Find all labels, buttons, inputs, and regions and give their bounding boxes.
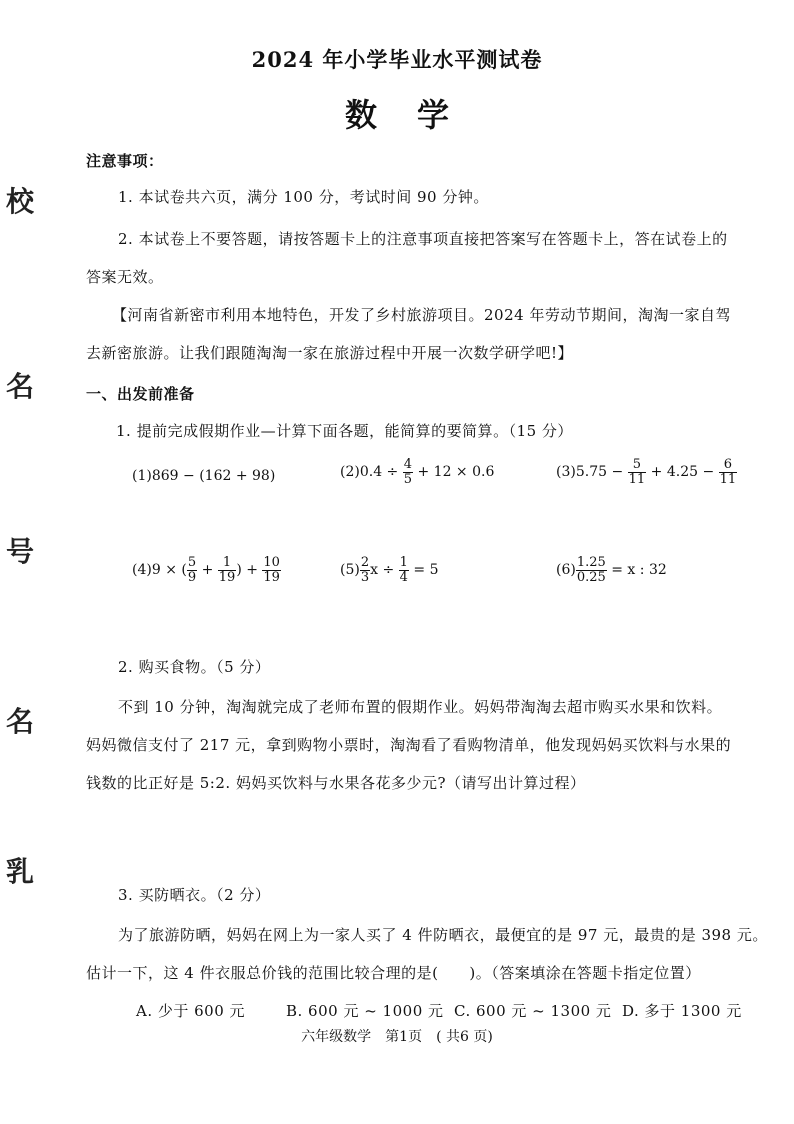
denominator: 5 <box>403 471 413 487</box>
margin-mark: 校 <box>6 185 35 218</box>
fraction <box>719 458 738 486</box>
expression-part: 0.4 ÷ <box>359 464 403 481</box>
question-3-prompt: 3. 买防晒衣。（2 分） <box>118 886 271 904</box>
numerator: 10 <box>263 555 280 570</box>
denominator: 19 <box>218 569 236 585</box>
expression-part: = x : 32 <box>606 562 667 579</box>
option-a: A. 少于 600 元 <box>136 1002 246 1020</box>
option-b: B. 600 元 ~ 1000 元 <box>286 1002 444 1020</box>
expression-part: + 12 × 0.6 <box>413 464 495 481</box>
fraction <box>576 556 607 584</box>
question-1-prompt: 1. 提前完成假期作业—计算下面各题，能简算的要简算。（15 分） <box>116 422 573 440</box>
numerator: 6 <box>719 458 738 473</box>
numerator: 5 <box>628 458 647 473</box>
option-c: C. 600 元 ~ 1300 元 <box>454 1002 612 1020</box>
denominator: 3 <box>360 569 370 585</box>
intro-line-1: 【河南省新密市利用本地特色，开发了乡村旅游项目。2024 年劳动节期间，淘淘一家自驾 <box>112 306 731 324</box>
problem-6 <box>556 556 667 584</box>
numerator: 1.25 <box>576 555 606 570</box>
problem-label: (1) <box>132 468 152 484</box>
numerator: 2 <box>360 555 370 570</box>
fraction <box>218 556 237 584</box>
numerator: 5 <box>187 555 197 570</box>
problem-label: (6) <box>556 562 576 579</box>
notes-item-2: 2. 本试卷上不要答题，请按答题卡上的注意事项直接把答案写在答题卡上，答在试卷上的 <box>118 230 728 248</box>
problem-2 <box>340 458 494 486</box>
margin-mark: 号 <box>6 535 35 568</box>
denominator: 19 <box>263 569 280 585</box>
problem-expression: 869 − (162 + 98) <box>151 468 276 484</box>
problem-5 <box>340 556 438 584</box>
intro-line-2: 去新密旅游。让我们跟随淘淘一家在旅游过程中开展一次数学研学吧!】 <box>86 344 574 362</box>
margin-mark: 乳 <box>6 855 35 888</box>
denominator: 11 <box>719 471 737 487</box>
margin-mark: 名 <box>6 370 35 403</box>
question-2-prompt: 2. 购买食物。（5 分） <box>118 658 271 676</box>
fraction <box>187 556 197 584</box>
expression-part: 9 × ( <box>151 562 187 579</box>
denominator: 9 <box>187 569 197 585</box>
expression-part: 5.75 − <box>575 464 628 481</box>
notes-item-1: 1. 本试卷共六页，满分 100 分，考试时间 90 分钟。 <box>118 188 489 206</box>
denominator: 0.25 <box>576 569 606 585</box>
expression-part: + <box>197 562 218 579</box>
fraction <box>262 556 281 584</box>
page-footer: 六年级数学 第1页 ( 共6 页) <box>301 1029 493 1045</box>
denominator: 11 <box>628 471 646 487</box>
numerator: 4 <box>403 457 413 472</box>
question-2-line-3: 钱数的比正好是 5:2. 妈妈买饮料与水果各花多少元?（请写出计算过程） <box>86 774 586 792</box>
numerator: 1 <box>399 555 408 570</box>
expression-part: ) + <box>236 562 263 579</box>
problem-4 <box>132 556 281 584</box>
section-1-heading: 一、出发前准备 <box>86 385 195 403</box>
fraction <box>399 556 409 584</box>
fraction <box>628 458 647 486</box>
question-2-line-2: 妈妈微信支付了 217 元，拿到购物小票时，淘淘看了看购物清单，他发现妈妈买饮料与水果的 <box>86 736 732 754</box>
option-d: D. 多于 1300 元 <box>622 1002 742 1020</box>
exam-title: 2024 年小学毕业水平测试卷 <box>251 47 543 72</box>
fraction <box>403 458 413 486</box>
problem-1 <box>132 468 275 484</box>
question-3-line-2: 估计一下，这 4 件衣服总价钱的范围比较合理的是( )。（答案填涂在答题卡指定位置） <box>86 964 701 982</box>
question-3-line-1: 为了旅游防晒，妈妈在网上为一家人买了 4 件防晒衣，最便宜的是 97 元，最贵的是 398 元。 <box>118 926 768 944</box>
numerator: 1 <box>218 556 237 571</box>
question-2-line-1: 不到 10 分钟，淘淘就完成了老师布置的假期作业。妈妈带淘淘去超市购买水果和饮料。 <box>118 698 723 716</box>
notes-item-2-cont: 答案无效。 <box>86 268 164 286</box>
problem-label: (3) <box>556 464 576 481</box>
expression-part: = 5 <box>408 562 439 579</box>
denominator: 4 <box>399 569 408 585</box>
problem-3 <box>556 458 737 486</box>
problem-label: (2) <box>340 464 360 481</box>
expression-part: x ÷ <box>370 562 399 579</box>
fraction <box>360 556 370 584</box>
problem-label: (5) <box>340 562 360 579</box>
problem-label: (4) <box>132 562 152 579</box>
expression-part: + 4.25 − <box>646 464 719 481</box>
notes-heading: 注意事项： <box>86 152 164 170</box>
subject-title: 数学 <box>344 96 489 134</box>
margin-mark: 名 <box>6 705 35 738</box>
